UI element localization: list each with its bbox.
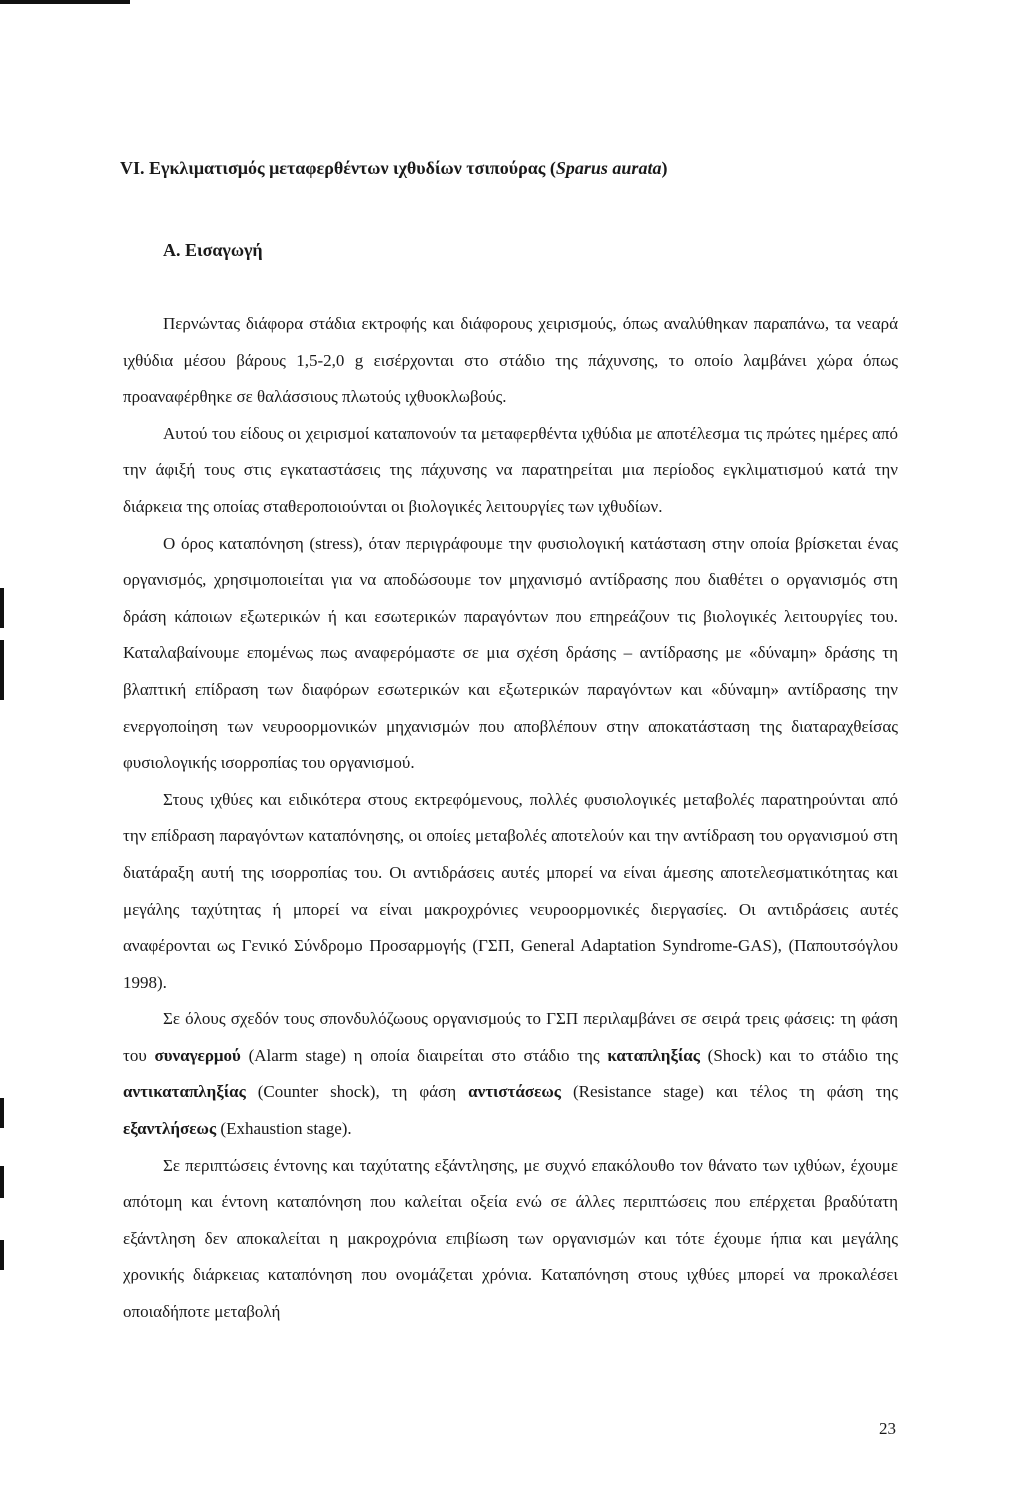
paragraph-1: Περνώντας διάφορα στάδια εκτροφής και διάφορους χειρισμούς, όπως αναλύθηκαν παραπάνω, τα νεαρά ιχθύδια μέσου βάρους 1,5-2,0 g εισέρχονται στο στάδιο της πάχυνσης, το οποίο λαμβάνει χώρα όπως προαναφέρθηκε σε θαλάσσιους πλωτούς ιχθυοκλωβούς. xyxy=(123,314,898,407)
term-exhaustion: εξαντλήσεως xyxy=(123,1119,217,1139)
chapter-title-species: Sparus aurata xyxy=(555,158,662,178)
paragraph-4: Στους ιχθύες και ειδικότερα στους εκτρεφόμενους, πολλές φυσιολογικές μεταβολές παρατηρούνται από την επίδραση παραγόντων καταπόνησης, οι οποίες μεταβολές αποτελούν και την αντίδραση του οργανισμού στη διατάραξη αυτή της ισορροπίας του. Οι αντιδράσεις αυτές μπορεί να είναι άμεσης αποτελεσματικότητας και μεγάλης ταχύτητας ή μπορεί να είναι μακροχρόνιες νευροορμονικές διεργασίες. Οι αντιδράσεις αυτές αναφέρονται ως Γενικό Σύνδρομο Προσαρμογής (ΓΣΠ, General Adaptation Syndrome-GAS), (Παπουτσόγλου 1998). xyxy=(123,789,898,992)
paragraph-3: Ο όρος καταπόνηση (stress), όταν περιγράφουμε την φυσιολογική κατάσταση στην οποία βρίσκεται ένας οργανισμός, χρησιμοποιείται για να αποδώσουμε τον μηχανισμό αντίδρασης που διαθέτει ο οργανισμός στη δράση κάποιων εξωτερικών ή και εσωτερικών παραγόντων που επηρεάζουν τις βιολογικές λειτουργίες του. Καταλαβαίνουμε επομένως πως αναφερόμαστε σε μια σχέση δράσης – αντίδρασης με «δύναμη» δράσης τη βλαπτική επίδραση των διαφόρων εσωτερικών και εξωτερικών παραγόντων και «δύναμη» αντίδρασης την ενεργοποίηση των νευροορμονικών μηχανισμών που αποβλέπουν στην αποκατάσταση της διαταραχθείσας φυσιολογικής ισορροπίας του οργανισμού. xyxy=(123,533,898,773)
paragraph-5-text: (Shock) και το στάδιο της xyxy=(699,1045,898,1065)
chapter-title-end: ) xyxy=(661,158,668,178)
scan-edge-mark xyxy=(0,1240,4,1270)
paragraph-5 xyxy=(123,1001,898,1147)
term-resistance: αντιστάσεως xyxy=(468,1082,561,1102)
paragraph-2: Αυτού του είδους οι χειρισμοί καταπονούν τα μεταφερθέντα ιχθύδια με αποτέλεσμα τις πρώτες ημέρες από την άφιξή τους στις εγκαταστάσεις της πάχυνσης να παρατηρείται μια περίοδος εγκλιματισμού κατά την διάρκεια της οποίας σταθεροποιούνται οι βιολογικές λειτουργίες των ιχθυδίων. xyxy=(123,423,898,516)
chapter-number: VI. xyxy=(120,158,145,178)
paragraph-5-text: (Counter shock), τη φάση xyxy=(245,1082,469,1102)
chapter-title-main: Εγκλιματισμός μεταφερθέντων ιχθυδίων τσιπούρας ( xyxy=(149,158,556,178)
section-title: Α. Εισαγωγή xyxy=(163,240,263,260)
term-counter-shock: αντικαταπληξίας xyxy=(123,1082,246,1102)
paragraph-5-text: Σε όλους σχεδόν τους σπονδυλόζωους οργανισμούς το ΓΣΠ περιλαμβάνει σε σειρά τρεις φάσεις: τη φάση του xyxy=(123,1009,898,1065)
scan-edge-mark xyxy=(0,1166,4,1198)
scan-edge-mark xyxy=(0,588,4,628)
term-alarm: συναγερμού xyxy=(154,1045,241,1065)
body-text xyxy=(123,306,898,1331)
paragraph-5-text: (Resistance stage) και τέλος τη φάση της xyxy=(560,1082,898,1102)
scan-edge-mark xyxy=(0,640,4,700)
paragraph-5-text: (Exhaustion stage). xyxy=(216,1119,352,1139)
page-number: 23 xyxy=(879,1419,896,1438)
paragraph-5-text: (Alarm stage) η οποία διαιρείται στο στάδιο της xyxy=(240,1045,608,1065)
scan-edge-mark xyxy=(0,1098,4,1128)
paragraph-6: Σε περιπτώσεις έντονης και ταχύτατης εξάντλησης, με συχνό επακόλουθο τον θάνατο των ιχθύων, έχουμε απότομη και έντονη καταπόνηση που καλείται οξεία ενώ σε άλλες περιπτώσεις που επέρχεται βραδύτατη εξάντληση δεν αποκαλείται η μακροχρόνια επιβίωση των οργανισμών και τότε έχουμε ήπια και μεγάλης χρονικής διάρκειας καταπόνηση που ονομάζεται χρόνια. Καταπόνηση στους ιχθύες μπορεί να προκαλέσει οποιαδήποτε μεταβολή xyxy=(123,1155,898,1322)
term-shock: καταπληξίας xyxy=(607,1045,700,1065)
chapter-title xyxy=(120,158,667,179)
scan-edge-line xyxy=(0,0,130,4)
